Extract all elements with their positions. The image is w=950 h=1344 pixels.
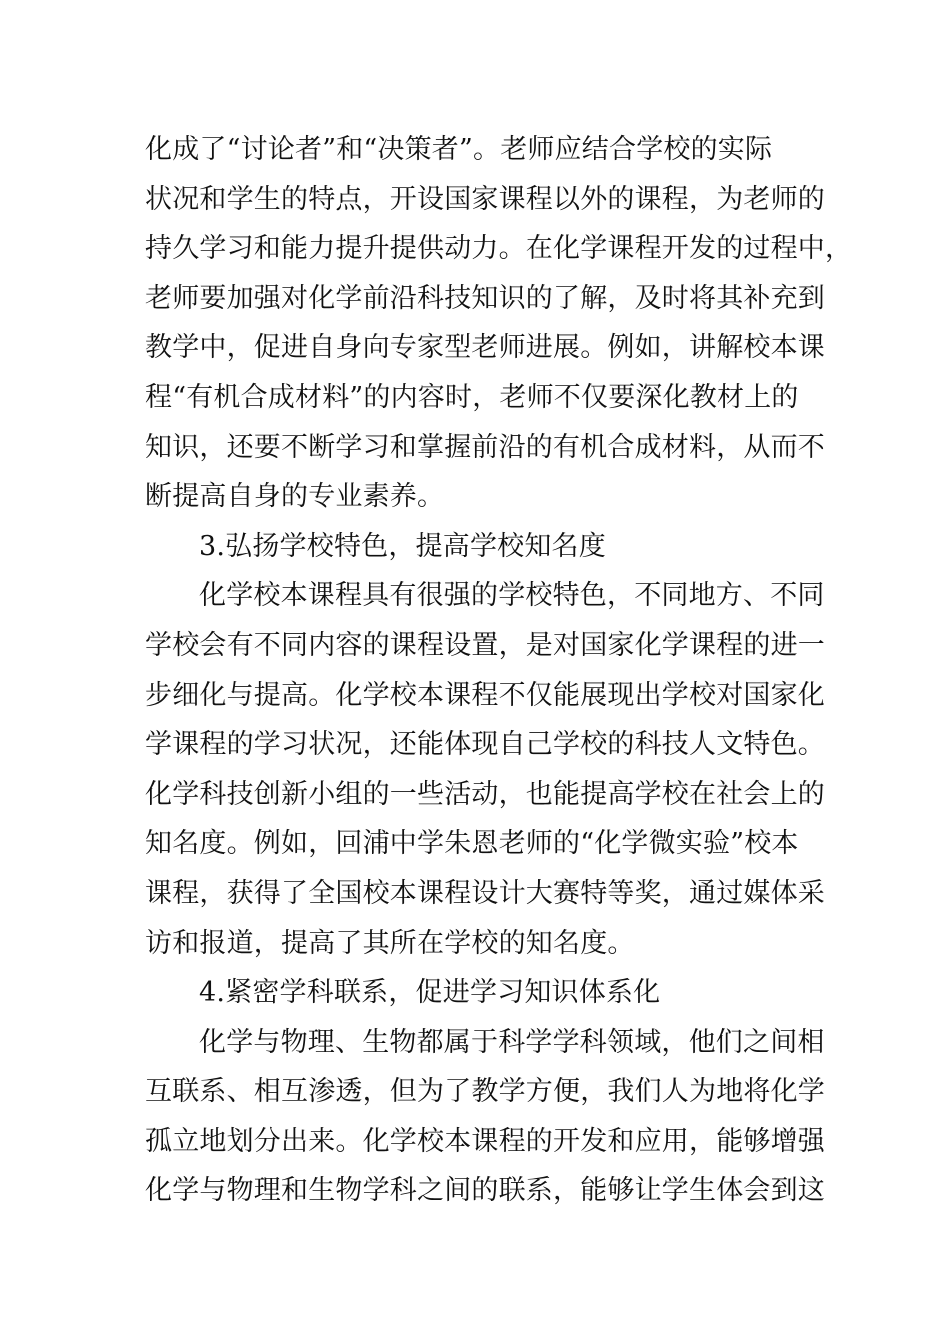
text-line: 化学校本课程具有很强的学校特色，不同地方、不同 [199, 580, 825, 612]
text-line: 化成了“讨论者”和“决策者”。老师应结合学校的实际 [145, 134, 773, 165]
text-line: 知名度。例如，回浦中学朱恩老师的“化学微实验”校本 [145, 828, 799, 860]
text-line: 访和报道，提高了其所在学校的知名度。 [145, 927, 635, 959]
text-line: 化学与物理和生物学科之间的联系，能够让学生体会到这 [145, 1175, 825, 1207]
text-line: 学校会有不同内容的课程设置，是对国家化学课程的进一 [145, 629, 825, 661]
text-line: 步细化与提高。化学校本课程不仅能展现出学校对国家化 [145, 679, 825, 711]
section-heading: 4.紧密学科联系，促进学习知识体系化 [199, 977, 661, 1009]
text-line: 化学科技创新小组的一些活动，也能提高学校在社会上的 [145, 778, 825, 810]
text-line: 程“有机合成材料”的内容时，老师不仅要深化教材上的 [145, 381, 799, 413]
text-line: 化学与物理、生物都属于科学学科领域，他们之间相 [199, 1026, 825, 1058]
text-line: 互联系、相互渗透，但为了教学方便，我们人为地将化学 [145, 1076, 825, 1108]
section-heading: 3.弘扬学校特色，提高学校知名度 [199, 530, 606, 562]
text-line: 断提高自身的专业素养。 [145, 481, 445, 513]
text-line: 知识，还要不断学习和掌握前沿的有机合成材料，从而不 [145, 431, 825, 463]
text-line: 课程，获得了全国校本课程设计大赛特等奖，通过媒体采 [145, 877, 825, 909]
text-line: 持久学习和能力提升提供动力。在化学课程开发的过程中， [145, 233, 853, 265]
text-line: 老师要加强对化学前沿科技知识的了解，及时将其补充到 [145, 282, 825, 314]
text-line: 学课程的学习状况，还能体现自己学校的科技人文特色。 [145, 729, 825, 761]
document-body [145, 125, 853, 1216]
text-line: 教学中，促进自身向专家型老师进展。例如，讲解校本课 [145, 332, 825, 364]
text-line: 孤立地划分出来。化学校本课程的开发和应用，能够增强 [145, 1125, 825, 1157]
text-line: 状况和学生的特点，开设国家课程以外的课程，为老师的 [145, 183, 825, 215]
